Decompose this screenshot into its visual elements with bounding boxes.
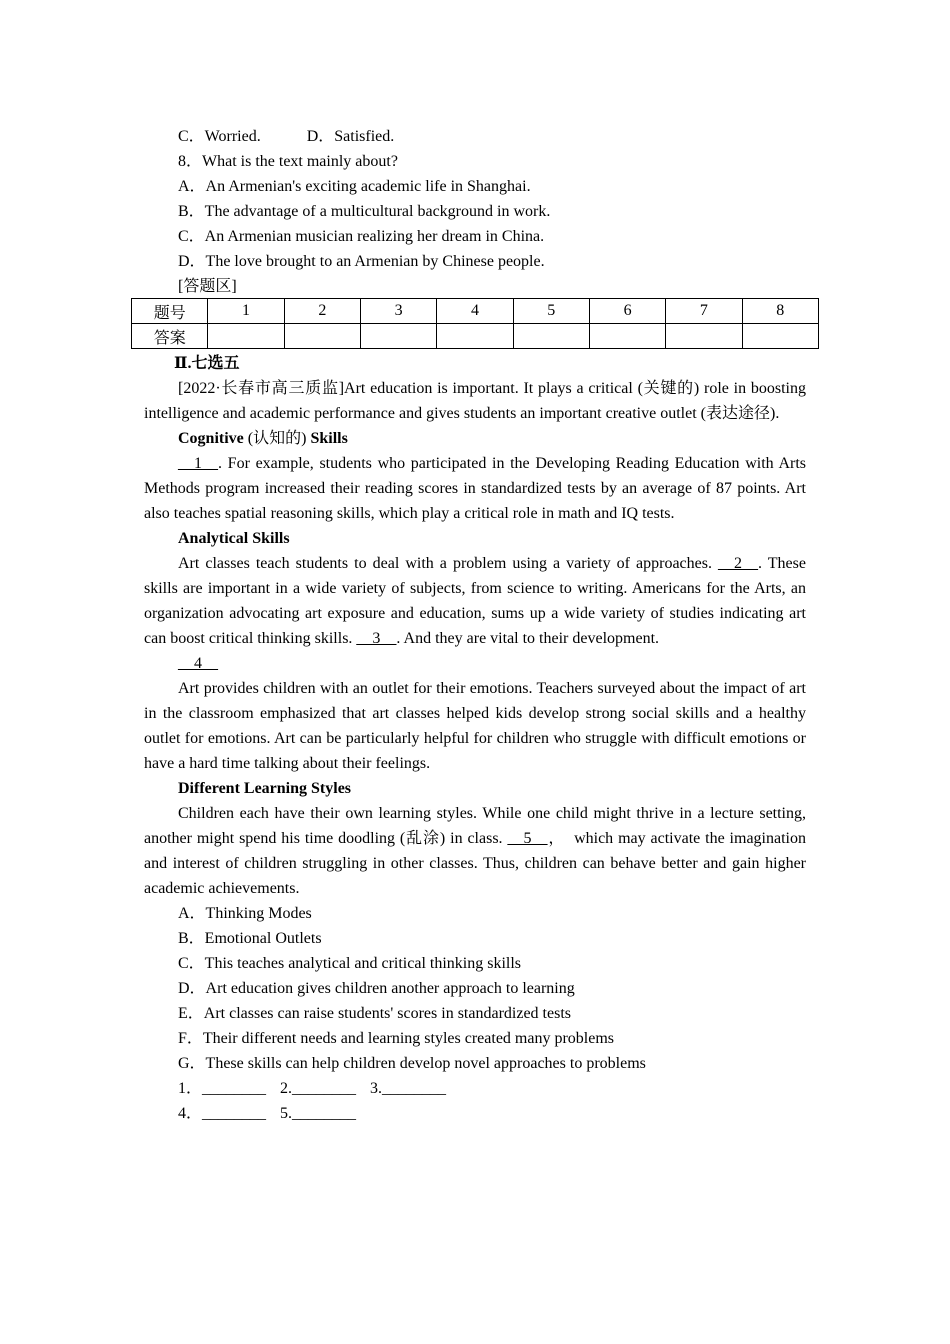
heading-blank-4 — [144, 651, 806, 676]
answer-line-1[interactable]: 1．________ — [178, 1080, 267, 1097]
question-8-option-d: D．The love brought to an Armenian by Chinese people. — [178, 253, 545, 270]
question-8-option-c: C．An Armenian musician realizing her dream in China. — [178, 228, 545, 245]
table-number: 5 — [513, 299, 589, 324]
answer-cell[interactable] — [742, 324, 818, 349]
table-number: 4 — [437, 299, 513, 324]
blank-1: __1__ — [178, 455, 218, 472]
option-f: F．Their different needs and learning styles created many problems — [178, 1030, 615, 1047]
question-8-option-b: B．The advantage of a multicultural background in work. — [178, 203, 551, 220]
blank-4: __4__ — [178, 655, 218, 672]
heading-analytical: Analytical Skills — [178, 530, 290, 547]
option-c: C．This teaches analytical and critical thinking skills — [178, 955, 522, 972]
answer-lines-2 — [144, 1101, 806, 1126]
answer-cell[interactable] — [437, 324, 513, 349]
cognitive-paragraph — [144, 451, 806, 526]
option-d: D．Art education gives children another approach to learning — [178, 980, 575, 997]
table-number: 8 — [742, 299, 818, 324]
table-number: 3 — [361, 299, 437, 324]
section-title: Ⅱ.七选五 — [174, 355, 240, 372]
intro-paragraph — [144, 376, 806, 426]
analytical-text-3: . And they are vital to their development. — [396, 630, 660, 647]
answer-line-4[interactable]: 4．________ — [178, 1105, 267, 1122]
table-header-number: 题号 — [132, 299, 208, 324]
blank-3: __3__ — [356, 630, 397, 647]
answer-table-number-row — [132, 299, 819, 324]
answer-cell[interactable] — [589, 324, 665, 349]
answer-line-5[interactable]: 5.________ — [280, 1105, 357, 1122]
intro-text: Art education is important. It plays a critical (关键的) role in boosting intelligence and academic performance and gives students an important creative outlet (表达途径). — [144, 380, 806, 422]
option-g: G．These skills can help children develop novel approaches to problems — [178, 1055, 646, 1072]
answer-cell[interactable] — [666, 324, 742, 349]
section-seven-choose-five — [144, 351, 806, 1126]
table-number: 2 — [284, 299, 360, 324]
option-c: C．Worried. — [178, 128, 261, 145]
analytical-text-1: Art classes teach students to deal with a problem using a variety of approaches. — [178, 555, 719, 572]
answer-lines-1 — [144, 1076, 806, 1101]
source-tag: [2022·长春市高三质监] — [178, 380, 345, 397]
answer-line-2[interactable]: 2.________ — [280, 1080, 357, 1097]
answer-table — [131, 298, 819, 349]
option-d: D．Satisfied. — [306, 128, 395, 145]
styles-text-1: Children each have their own learning styles. While one child might thrive in a lecture setting, another might spend his time doodling (乱涂) in class. — [144, 805, 806, 847]
blank-2: __2__ — [718, 555, 759, 572]
document-page — [144, 124, 806, 299]
heading-cognitive — [144, 426, 806, 451]
styles-paragraph — [144, 801, 806, 901]
answer-cell[interactable] — [361, 324, 437, 349]
table-number: 6 — [589, 299, 665, 324]
analytical-text-2: . These skills are important in a wide variety of subjects, from science to writing. Americans for the Arts, an organization advocating art exposure and education, sums up a wide variety of studies indicating art can boost critical thinking skills. — [144, 555, 806, 647]
answer-line-3[interactable]: 3.________ — [370, 1080, 447, 1097]
option-a: A．Thinking Modes — [178, 905, 312, 922]
styles-text-2: ， which may activate the imagination and interest of children struggling in other classes. Thus, children can behave better and gain higher academic achievements. — [144, 830, 806, 897]
answer-cell[interactable] — [513, 324, 589, 349]
table-number: 7 — [666, 299, 742, 324]
heading-skills-word: Skills — [310, 430, 348, 447]
emotional-paragraph: Art provides children with an outlet for their emotions. Teachers surveyed about the impact of art in the classroom emphasized that art classes helped kids develop strong social skills and a healthy outlet for emotions. Art can be particularly helpful for children who struggle with difficult emotions or have a hard time talking about their feelings. — [144, 680, 806, 772]
heading-cognitive-note: (认知的) — [243, 430, 311, 447]
heading-cognitive-word: Cognitive — [178, 430, 244, 447]
option-b: B．Emotional Outlets — [178, 930, 322, 947]
table-number: 1 — [208, 299, 284, 324]
question-8-option-a: A．An Armenian's exciting academic life in Shanghai. — [178, 178, 531, 195]
analytical-paragraph — [144, 551, 806, 651]
question-7-options — [144, 124, 806, 149]
answer-cell[interactable] — [208, 324, 284, 349]
answer-table-answer-row — [132, 324, 819, 349]
table-header-answer: 答案 — [132, 324, 208, 349]
blank-5: __5__ — [507, 830, 548, 847]
answer-cell[interactable] — [284, 324, 360, 349]
answer-area-label: [答题区] — [178, 278, 237, 295]
cognitive-text: . For example, students who participated in the Developing Reading Education with Arts Methods program increased their reading scores in standardized tests by an average of 87 points. Art also teaches spatial reasoning skills, which play a critical role in math and IQ tests. — [144, 455, 806, 522]
question-8: 8．What is the text mainly about? — [178, 153, 398, 170]
heading-learning-styles: Different Learning Styles — [178, 780, 352, 797]
option-e: E．Art classes can raise students' scores in standardized tests — [178, 1005, 571, 1022]
